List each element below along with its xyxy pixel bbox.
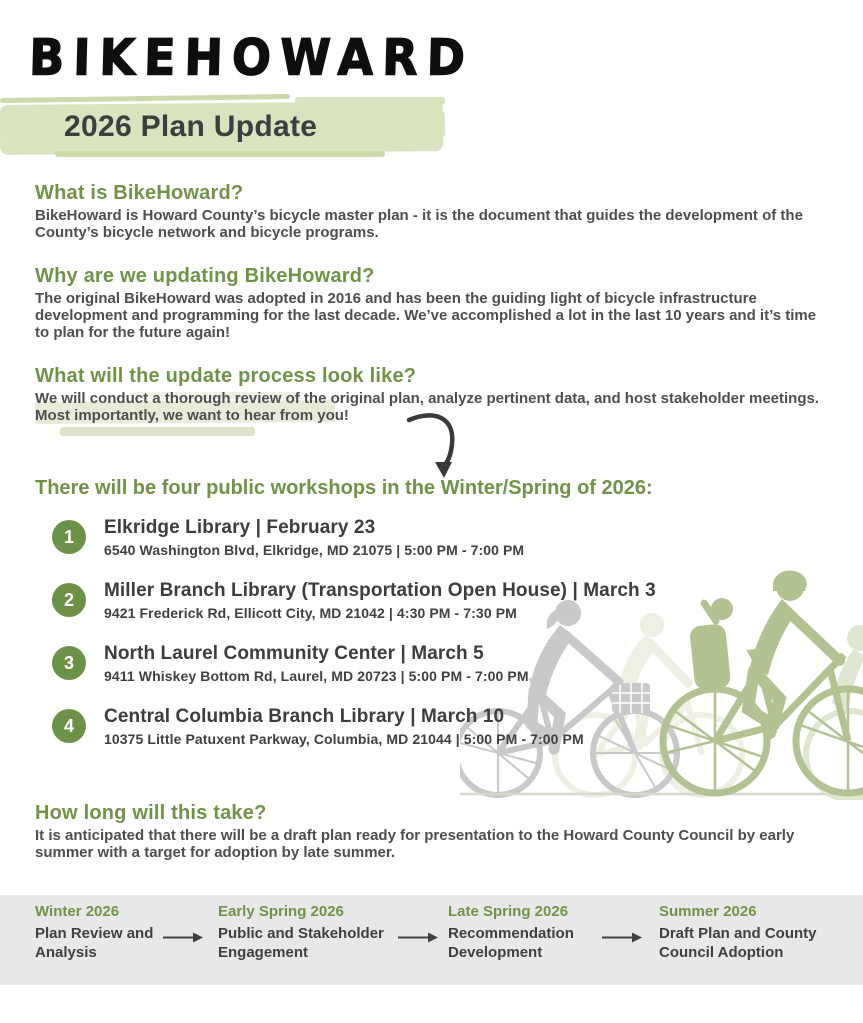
workshop-details: 9411 Whiskey Bottom Rd, Laurel, MD 20723 | 5:00 PM - 7:00 PM — [104, 668, 529, 684]
timeline-period: Late Spring 2026 — [448, 903, 569, 920]
arrow-right-icon — [398, 931, 438, 944]
brush-stroke — [295, 97, 445, 105]
curved-down-arrow-icon — [405, 410, 463, 478]
text-highlight — [60, 427, 255, 436]
timeline-description: Plan Review and Analysis — [35, 925, 154, 961]
sage-cyclist — [663, 570, 863, 793]
workshops-heading: There will be four public workshops in the Winter/Spring of 2026: — [35, 477, 653, 499]
workshop-number-badge: 3 — [52, 646, 86, 680]
workshop-title: Miller Branch Library (Transportation Open House) | March 3 — [104, 580, 656, 601]
workshop-title: Central Columbia Branch Library | March 10 — [104, 706, 505, 727]
arrow-right-icon — [602, 931, 642, 944]
workshop-number-badge: 2 — [52, 583, 86, 617]
workshop-item — [52, 580, 656, 621]
workshop-title: North Laurel Community Center | March 5 — [104, 643, 484, 664]
timeline-period: Summer 2026 — [659, 903, 757, 920]
workshop-number-badge: 1 — [52, 520, 86, 554]
brush-stroke — [0, 94, 290, 103]
timeline-description: Recommendation Development — [448, 925, 574, 961]
section-heading-how-long: How long will this take? — [35, 802, 267, 824]
timeline-period: Winter 2026 — [35, 903, 120, 920]
section-body-why-updating: The original BikeHoward was adopted in 2016 and has been the guiding light of bicycle infrastructure development and programming for the last decade. We’ve accomplished a lot in the last 10 years and it’s time to plan for the future again! — [35, 290, 817, 341]
workshop-details: 10375 Little Patuxent Parkway, Columbia, MD 21044 | 5:00 PM - 7:00 PM — [104, 731, 584, 747]
section-body-what-is: BikeHoward is Howard County’s bicycle master plan - it is the document that guides the development of the County’s bicycle network and bicycle programs. — [35, 207, 803, 241]
section-body-process: We will conduct a thorough review of the original plan, analyze pertinent data, and host stakeholder meetings. Most importantly, we want to hear from you! — [35, 390, 820, 424]
workshop-number-badge: 4 — [52, 709, 86, 743]
bikehoward-logo: BIKEHOWARD — [28, 28, 475, 87]
workshop-details: 9421 Frederick Rd, Ellicott City, MD 21042 | 4:30 PM - 7:30 PM — [104, 605, 517, 621]
section-heading-why-updating: Why are we updating BikeHoward? — [35, 265, 375, 287]
timeline-stage — [218, 903, 398, 962]
workshop-item — [52, 706, 584, 747]
workshop-title: Elkridge Library | February 23 — [104, 517, 376, 538]
workshop-item — [52, 517, 524, 558]
section-body-how-long: It is anticipated that there will be a draft plan ready for presentation to the Howard County Council by early summer with a target for adoption by late summer. — [35, 827, 795, 861]
workshop-details: 6540 Washington Blvd, Elkridge, MD 21075 | 5:00 PM - 7:00 PM — [104, 542, 525, 558]
page-subtitle: 2026 Plan Update — [64, 110, 318, 143]
arrow-right-icon — [163, 931, 203, 944]
timeline-stage — [659, 903, 839, 962]
timeline-period: Early Spring 2026 — [218, 903, 344, 920]
workshop-item — [52, 643, 529, 684]
brush-stroke — [385, 111, 446, 139]
timeline-description: Draft Plan and County Council Adoption — [659, 925, 817, 961]
section-heading-what-is: What is BikeHoward? — [35, 182, 244, 204]
section-heading-process: What will the update process look like? — [35, 365, 417, 387]
timeline-description: Public and Stakeholder Engagement — [218, 925, 384, 961]
timeline-stage — [448, 903, 598, 962]
brush-stroke — [55, 151, 385, 157]
